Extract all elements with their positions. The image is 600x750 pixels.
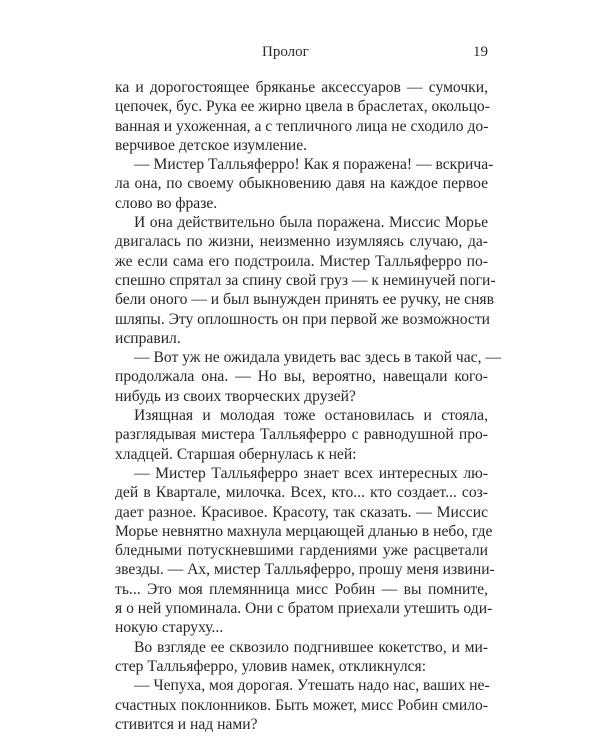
text-line: бели оного — и был вынужден принять ее ручку, не сняв — [115, 291, 494, 309]
text-line: дает разное. Красивое. Красоту, так сказать. — Миссис — [115, 503, 488, 521]
text-line: звезды. — Ах, мистер Талльяферро, прошу меня извини- — [115, 561, 495, 579]
text-line: ванная и ухоженная, а с тепличного лица не сходило до- — [115, 117, 489, 135]
text-line: Морье невнятно махнула мерцающей дланью в небо, где — [115, 522, 493, 540]
running-title: Пролог — [262, 44, 309, 60]
text-line: — Вот уж не ожидала увидеть вас здесь в такой час, — — [134, 349, 501, 367]
text-line: И она действительно была поражена. Миссис Морье — [134, 214, 488, 232]
text-line: продолжала она. — Но вы, вероятно, навещали кого- — [115, 368, 488, 386]
text-line: ть... Это моя племянница мисс Робин — вы помните, — [115, 580, 488, 598]
text-line: ка и дорогостоящее бряканье аксессуаров — сумочки, — [115, 79, 488, 96]
body-text — [115, 78, 501, 734]
text-line: разглядывая мистера Талльяферро с равнодушной про- — [115, 426, 488, 444]
text-line: нокую старуху... — [115, 619, 224, 637]
text-line: двигалась по жизни, неизменно изумляясь случаю, да- — [115, 233, 488, 251]
text-line: цепочек, бус. Рука ее жирно цвела в браслетах, окольцо- — [115, 98, 490, 116]
text-line: спешно спрятал за спину свой груз — к неминучей поги- — [115, 271, 496, 289]
text-line: счастных поклонников. Быть может, мисс Робин смило- — [115, 696, 488, 714]
text-line: — Мистер Талльяферро знает всех интересных лю- — [134, 464, 488, 482]
text-line: исправил. — [115, 329, 181, 347]
text-line: Во взгляде ее сквозило подгнившее кокетство, и ми- — [134, 638, 488, 656]
text-line: хладцей. Старшая обернулась к ней: — [115, 445, 357, 463]
text-line: стер Талльяферро, уловив намек, откликнулся: — [115, 657, 427, 675]
text-line: стивится и над нами? — [115, 715, 258, 733]
text-line: шляпы. Эту оплошность он при первой же возможности — [115, 310, 491, 328]
text-line: я о ней упоминала. Они с братом приехали утешить оди- — [115, 600, 493, 618]
page-number: 19 — [473, 44, 488, 60]
text-line: нибудь из своих творческих друзей? — [115, 387, 356, 405]
text-line: Изящная и молодая тоже остановилась и стояла, — [134, 407, 488, 425]
text-line: дей в Квартале, милочка. Всех, кто... кто создает... соз- — [115, 484, 488, 502]
text-line: верчивое детское изумление. — [115, 136, 308, 154]
text-line: — Мистер Талльяферро! Как я поражена! — вскрича- — [134, 156, 494, 174]
text-line: слово во фразе. — [115, 194, 218, 212]
running-head — [115, 44, 488, 64]
text-line: ла она, по своему обыкновению давя на каждое первое — [115, 175, 488, 193]
text-line: — Чепуха, моя дорогая. Утешать надо нас, ваших не- — [134, 677, 490, 695]
text-line: бледными потускневшими гардениями уже расцветали — [115, 542, 488, 560]
text-line: же если сама его подстроила. Мистер Талльяферро по- — [115, 252, 488, 270]
